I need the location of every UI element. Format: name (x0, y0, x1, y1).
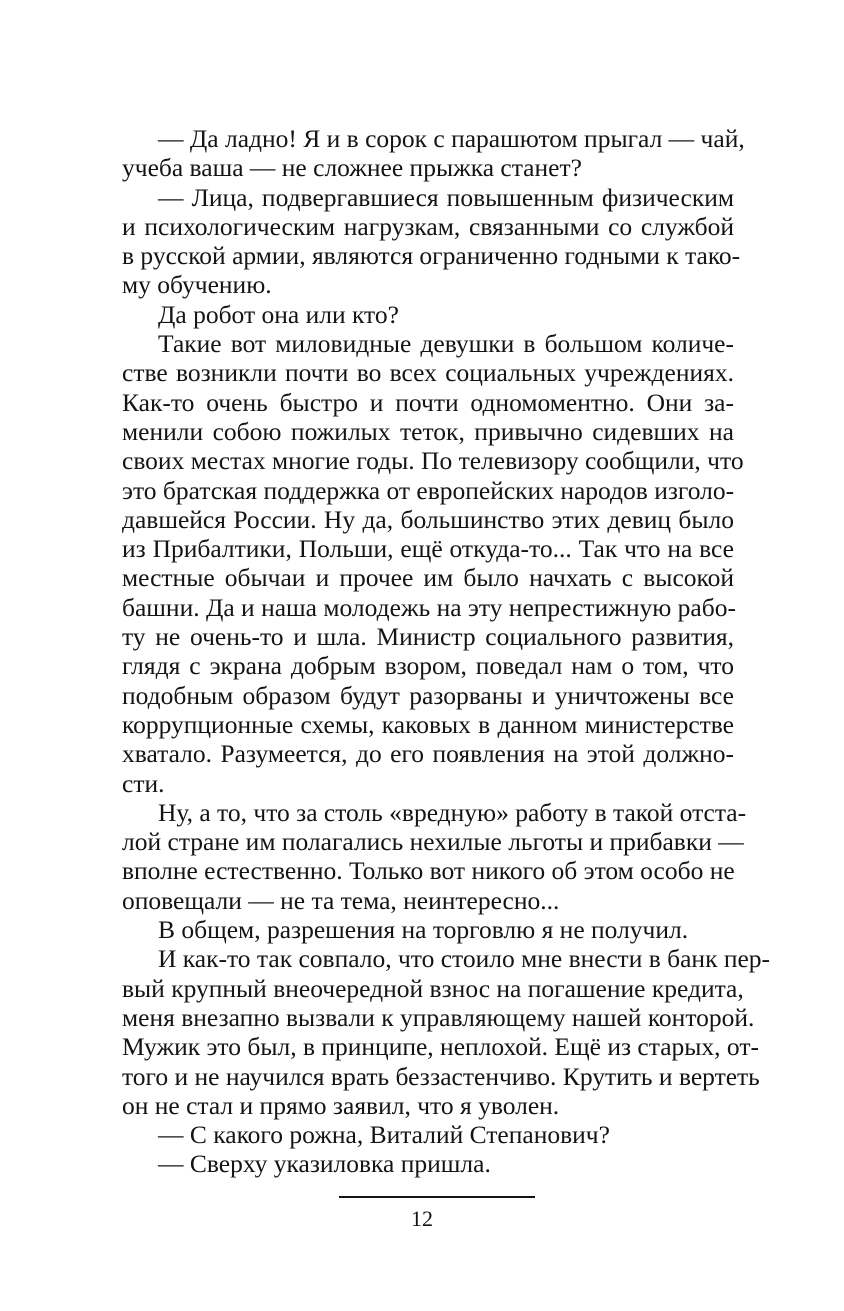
text-line: это братская поддержка от европейских народов изголо- (122, 475, 735, 505)
text-line: ту не очень-то и шла. Министр социального развития, (122, 622, 734, 652)
text-line: менили собою пожилых теток, привычно сидевших на (122, 416, 734, 446)
text-line: и психологическим нагрузкам, связанными со службой (122, 211, 734, 241)
text-line: — Да ладно! Я и в сорок с парашютом прыгал — чай, (158, 124, 745, 153)
text-line: В общем, разрешения на торговлю я не получил. (158, 915, 689, 945)
text-line: в русской армии, являются ограниченно годными к тако- (122, 241, 741, 271)
page-text (122, 124, 771, 1179)
text-line: подобным образом будут разорваны и уничтожены все (122, 680, 734, 710)
text-line: лой стране им полагались нехилые льготы и прибавки — (122, 827, 744, 857)
text-line: башни. Да и наша молодежь на эту непрестижную рабо- (122, 592, 736, 622)
text-line: сти. (122, 768, 165, 798)
text-line: оповещали — не та тема, неинтересно... (122, 885, 560, 915)
footer-rule (339, 1196, 535, 1198)
page-number: 12 (411, 1206, 433, 1231)
text-line: — Лица, подвергавшиеся повышенным физическим (158, 182, 734, 212)
text-line: Такие вот миловидные девушки в большом количе- (158, 329, 734, 359)
text-line: своих местах многие годы. По телевизору сообщили, что (122, 446, 744, 476)
text-line: И как-то так совпало, что стоило мне внести в банк пер- (158, 944, 771, 974)
text-line: — Сверху указиловка пришла. (158, 1149, 491, 1179)
text-line: хватало. Разумеется, до его появления на этой должно- (122, 739, 734, 769)
text-line: вый крупный внеочередной взнос на погашение кредита, (122, 973, 744, 1003)
text-line: — С какого рожна, Виталий Степанович? (158, 1120, 610, 1150)
text-line: Да робот она или кто? (158, 299, 399, 329)
text-line: меня внезапно вызвали к управляющему нашей конторой. (122, 1002, 755, 1032)
text-line: вполне естественно. Только вот никого об этом особо не (122, 856, 735, 886)
text-line: Ну, а то, что за столь «вредную» работу в такой отста- (158, 797, 747, 827)
text-line: Мужик это был, в принципе, неплохой. Ещё из старых, от- (122, 1032, 759, 1062)
text-line: коррупционные схемы, каковых в данном министерстве (122, 709, 734, 739)
text-line: давшейся России. Ну да, большинство этих девиц было (122, 504, 734, 534)
text-line: глядя с экрана добрым взором, поведал нам о том, что (122, 651, 734, 681)
text-line: Как-то очень быстро и почти одномоментно. Они за- (122, 387, 734, 417)
text-line: того и не научился врать беззастенчиво. Крутить и вертеть (122, 1061, 760, 1091)
text-line: стве возникли почти во всех социальных учреждениях. (122, 358, 734, 388)
text-line: му обучению. (122, 270, 272, 300)
text-line: он не стал и прямо заявил, что я уволен. (122, 1090, 560, 1120)
text-line: местные обычаи и прочее им было начхать с высокой (122, 563, 734, 593)
text-line: учеба ваша — не сложнее прыжка станет? (122, 153, 582, 183)
text-line: из Прибалтики, Польши, ещё откуда-то... Так что на все (122, 534, 734, 564)
